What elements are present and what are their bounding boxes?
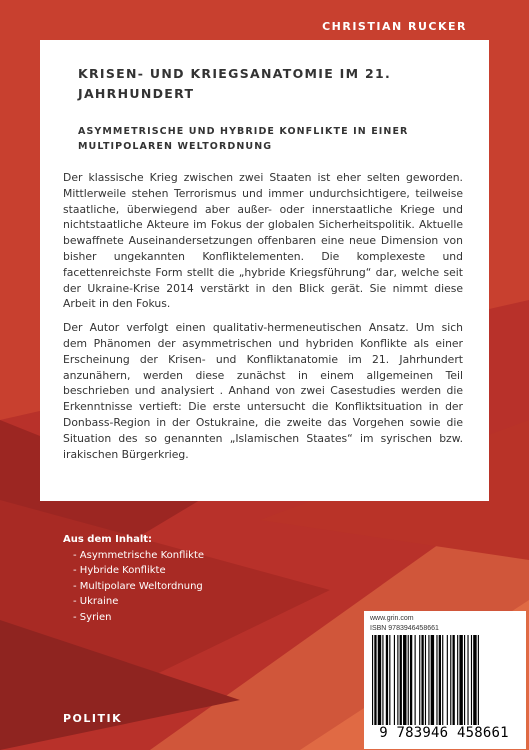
contents-heading: Aus dem Inhalt:	[63, 534, 153, 545]
isbn-label: ISBN 9783946458661	[370, 625, 439, 632]
blurb-paragraph: Der klassische Krieg zwischen zwei Staaten ist eher selten geworden. Mittlerweile stehen Terrorismus und immer undurchsichtigere, teilweise staatliche, überwiegend aber außer- oder innerstaatliche Kriege und nichtstaatliche Akteure im Fokus der globalen Sicherheitspolitik. Aktuelle bewaffnete Auseinandersetzungen offenbaren eine neue Dimension von bisher ungekannten Konfliktelementen. Die komplexeste und facettenreichste Form stellt die „hybride Kriegsführung“ dar, welche seit der Ukraine-Krise 2014 verstärkt in den Blick gerät. Sie nimmt diese Arbeit in den Fokus.	[63, 171, 463, 311]
book-title: KRISEN- UND KRIEGSANATOMIE IM 21. JAHRHUNDERT	[78, 66, 392, 101]
blurb-paragraph: Der Autor verfolgt einen qualitativ-hermeneutischen Ansatz. Um sich dem Phänomen der asymmetrischen und hybriden Konflikte als einer Erscheinung der Krisen- und Konfliktanatomie im 21. Jahrhundert anzunähern, werden diese zunächst in einem allgemeinen Teil beschrieben und analysiert . Anhand von zwei Casestudies werden die Erkenntnisse vertieft: Die erste untersucht die Konfliktsituation in der Donbass-Region in der Ostukraine, die zweite das Vorgehen sowie die Situation des so genannten „Islamischen Staates“ im syrischen bzw. irakischen Bürgerkrieg.	[63, 321, 463, 461]
contents-list	[63, 532, 204, 625]
barcode-number: 9 783946 458661	[379, 725, 509, 741]
contents-item: - Ukraine	[73, 594, 204, 610]
book-subtitle: ASYMMETRISCHE UND HYBRIDE KONFLIKTE IN EINER MULTIPOLAREN WELTORDNUNG	[78, 126, 409, 152]
contents-item: - Hybride Konflikte	[73, 563, 204, 579]
category-label: POLITIK	[63, 712, 123, 725]
publisher-url: www.grin.com	[370, 615, 414, 622]
author-name: CHRISTIAN RUCKER	[322, 20, 467, 33]
blurb	[63, 170, 463, 470]
contents-item: - Asymmetrische Konflikte	[73, 548, 204, 564]
contents-item: - Multipolare Weltordnung	[73, 579, 204, 595]
contents-item: - Syrien	[73, 610, 204, 626]
barcode	[366, 635, 522, 725]
